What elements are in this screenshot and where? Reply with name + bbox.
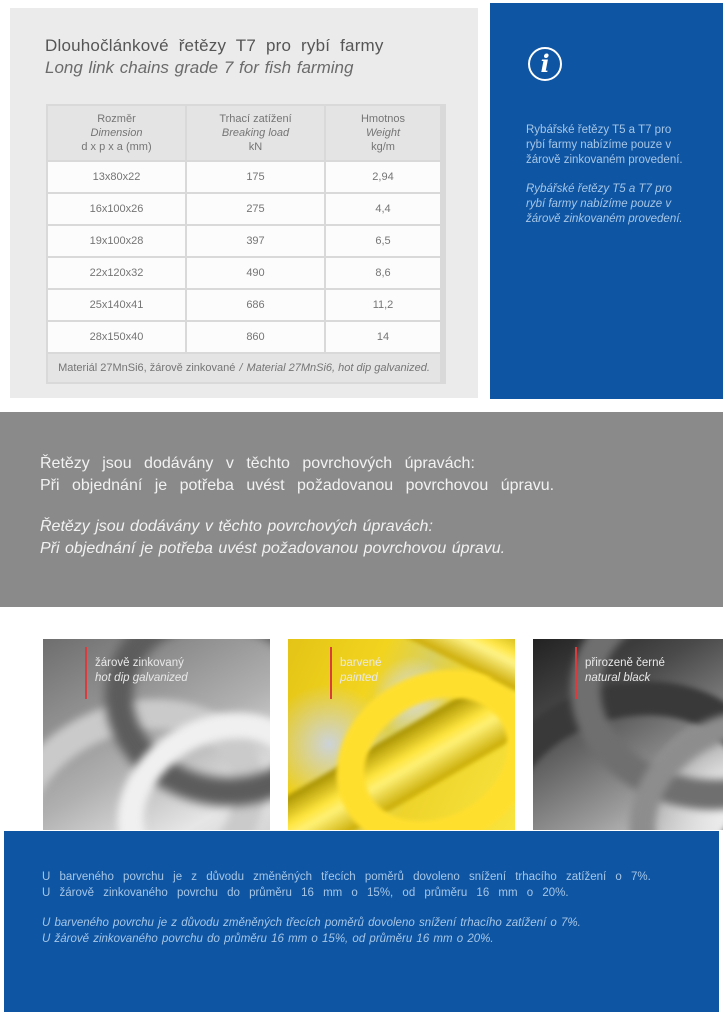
table-cell: 14: [326, 322, 440, 352]
header-line: Rozměr: [97, 113, 136, 125]
photo-label: [95, 656, 188, 686]
surface-note-line1-italic: Řetězy jsou dodávány v těchto povrchových úpravách:: [40, 518, 433, 535]
table-cell: 19x100x28: [48, 226, 185, 256]
header-line: d x p x a (mm): [81, 141, 152, 153]
surface-note: [40, 453, 554, 497]
load-note-line1-italic: U barveného povrchu je z důvodu změněných třecích poměrů dovoleno snížení trhacího zatížení o 7%.: [42, 917, 581, 929]
surface-note-line2: Při objednání je potřeba uvést požadovanou povrchovou úpravu.: [40, 477, 555, 494]
table-cell: 275: [187, 194, 324, 224]
load-reduction-panel: [4, 831, 719, 1012]
photo-label-cs: přirozeně černé: [585, 657, 665, 669]
table-cell: 16x100x26: [48, 194, 185, 224]
surface-note-line2-italic: Při objednání je potřeba uvést požadovanou povrchovou úpravu.: [40, 540, 506, 557]
load-reduction-note-italic: [42, 915, 702, 947]
photo-label: [585, 656, 665, 686]
surface-finish-band: [0, 412, 723, 607]
photo-natural-black-chain: [533, 639, 723, 830]
material-note-cs: Materiál 27MnSi6, žárově zinkované: [58, 362, 236, 374]
photo-painted-chain: [288, 639, 515, 830]
table-cell: 397: [187, 226, 324, 256]
load-note-line2: U žárově zinkovaného povrchu do průměru 16 mm o 15%, od průměru 16 mm o 20%.: [42, 887, 569, 899]
surface-note-line1: Řetězy jsou dodávány v těchto povrchových úpravách:: [40, 455, 475, 472]
header-line: kN: [248, 141, 263, 153]
header-line: Weight: [365, 127, 401, 139]
table-cell: 11,2: [326, 290, 440, 320]
photo-label: [340, 656, 382, 686]
info-icon: i: [528, 47, 562, 81]
table-cell: 4,4: [326, 194, 440, 224]
table-cell: 25x140x41: [48, 290, 185, 320]
table-cell: 8,6: [326, 258, 440, 288]
photo-label-cs: žárově zinkovaný: [95, 657, 184, 669]
photo-galvanized-chain: [43, 639, 270, 830]
surface-note-italic: [40, 516, 505, 560]
info-paragraph: Rybářské řetězy T5 a T7 pro rybí farmy nabízíme pouze v žárově zinkovaném provedení.: [526, 124, 683, 166]
load-note-line2-italic: U žárově zinkovaného povrchu do průměru 16 mm o 15%, od průměru 16 mm o 20%.: [42, 933, 494, 945]
table-cell: 860: [187, 322, 324, 352]
dimensions-table: [46, 104, 446, 384]
table-cell: 175: [187, 162, 324, 192]
load-note-line1: U barveného povrchu je z důvodu změněných třecích poměrů dovoleno snížení trhacího zatížení o 7%.: [42, 871, 651, 883]
photo-label-cs: barvené: [340, 657, 382, 669]
table-cell: 490: [187, 258, 324, 288]
page-title: Dlouhočlánkové řetězy T7 pro rybí farmy: [45, 36, 384, 55]
page-subtitle: Long link chains grade 7 for fish farming: [45, 58, 354, 77]
header-line: Breaking load: [221, 127, 290, 139]
material-note-en: Material 27MnSi6, hot dip galvanized.: [246, 362, 430, 374]
separator: /: [239, 362, 243, 374]
table-header-breaking-load: [187, 106, 324, 160]
table-cell: 22x120x32: [48, 258, 185, 288]
load-reduction-note: [42, 869, 702, 901]
photo-label-en: painted: [340, 672, 378, 684]
header-line: kg/m: [371, 141, 395, 153]
table-header-weight: [326, 106, 440, 160]
table-cell: 28x150x40: [48, 322, 185, 352]
photo-label-en: hot dip galvanized: [95, 672, 188, 684]
red-accent-line: [330, 647, 332, 699]
table-cell: 6,5: [326, 226, 440, 256]
table-cell: 686: [187, 290, 324, 320]
header-line: Dimension: [90, 127, 143, 139]
photo-label-en: natural black: [585, 672, 651, 684]
info-text: [526, 123, 686, 241]
product-table-panel: [10, 8, 478, 398]
red-accent-line: [575, 647, 577, 699]
header-line: Trhací zatížení: [219, 113, 292, 125]
info-paragraph-italic: Rybářské řetězy T5 a T7 pro rybí farmy nabízíme pouze v žárově zinkovaném provedení.: [526, 183, 683, 225]
table-header-dimension: [48, 106, 185, 160]
header-line: Hmotnos: [360, 113, 406, 125]
red-accent-line: [85, 647, 87, 699]
table-footer-material: [48, 354, 440, 382]
table-cell: 2,94: [326, 162, 440, 192]
info-panel: [490, 3, 723, 399]
table-cell: 13x80x22: [48, 162, 185, 192]
